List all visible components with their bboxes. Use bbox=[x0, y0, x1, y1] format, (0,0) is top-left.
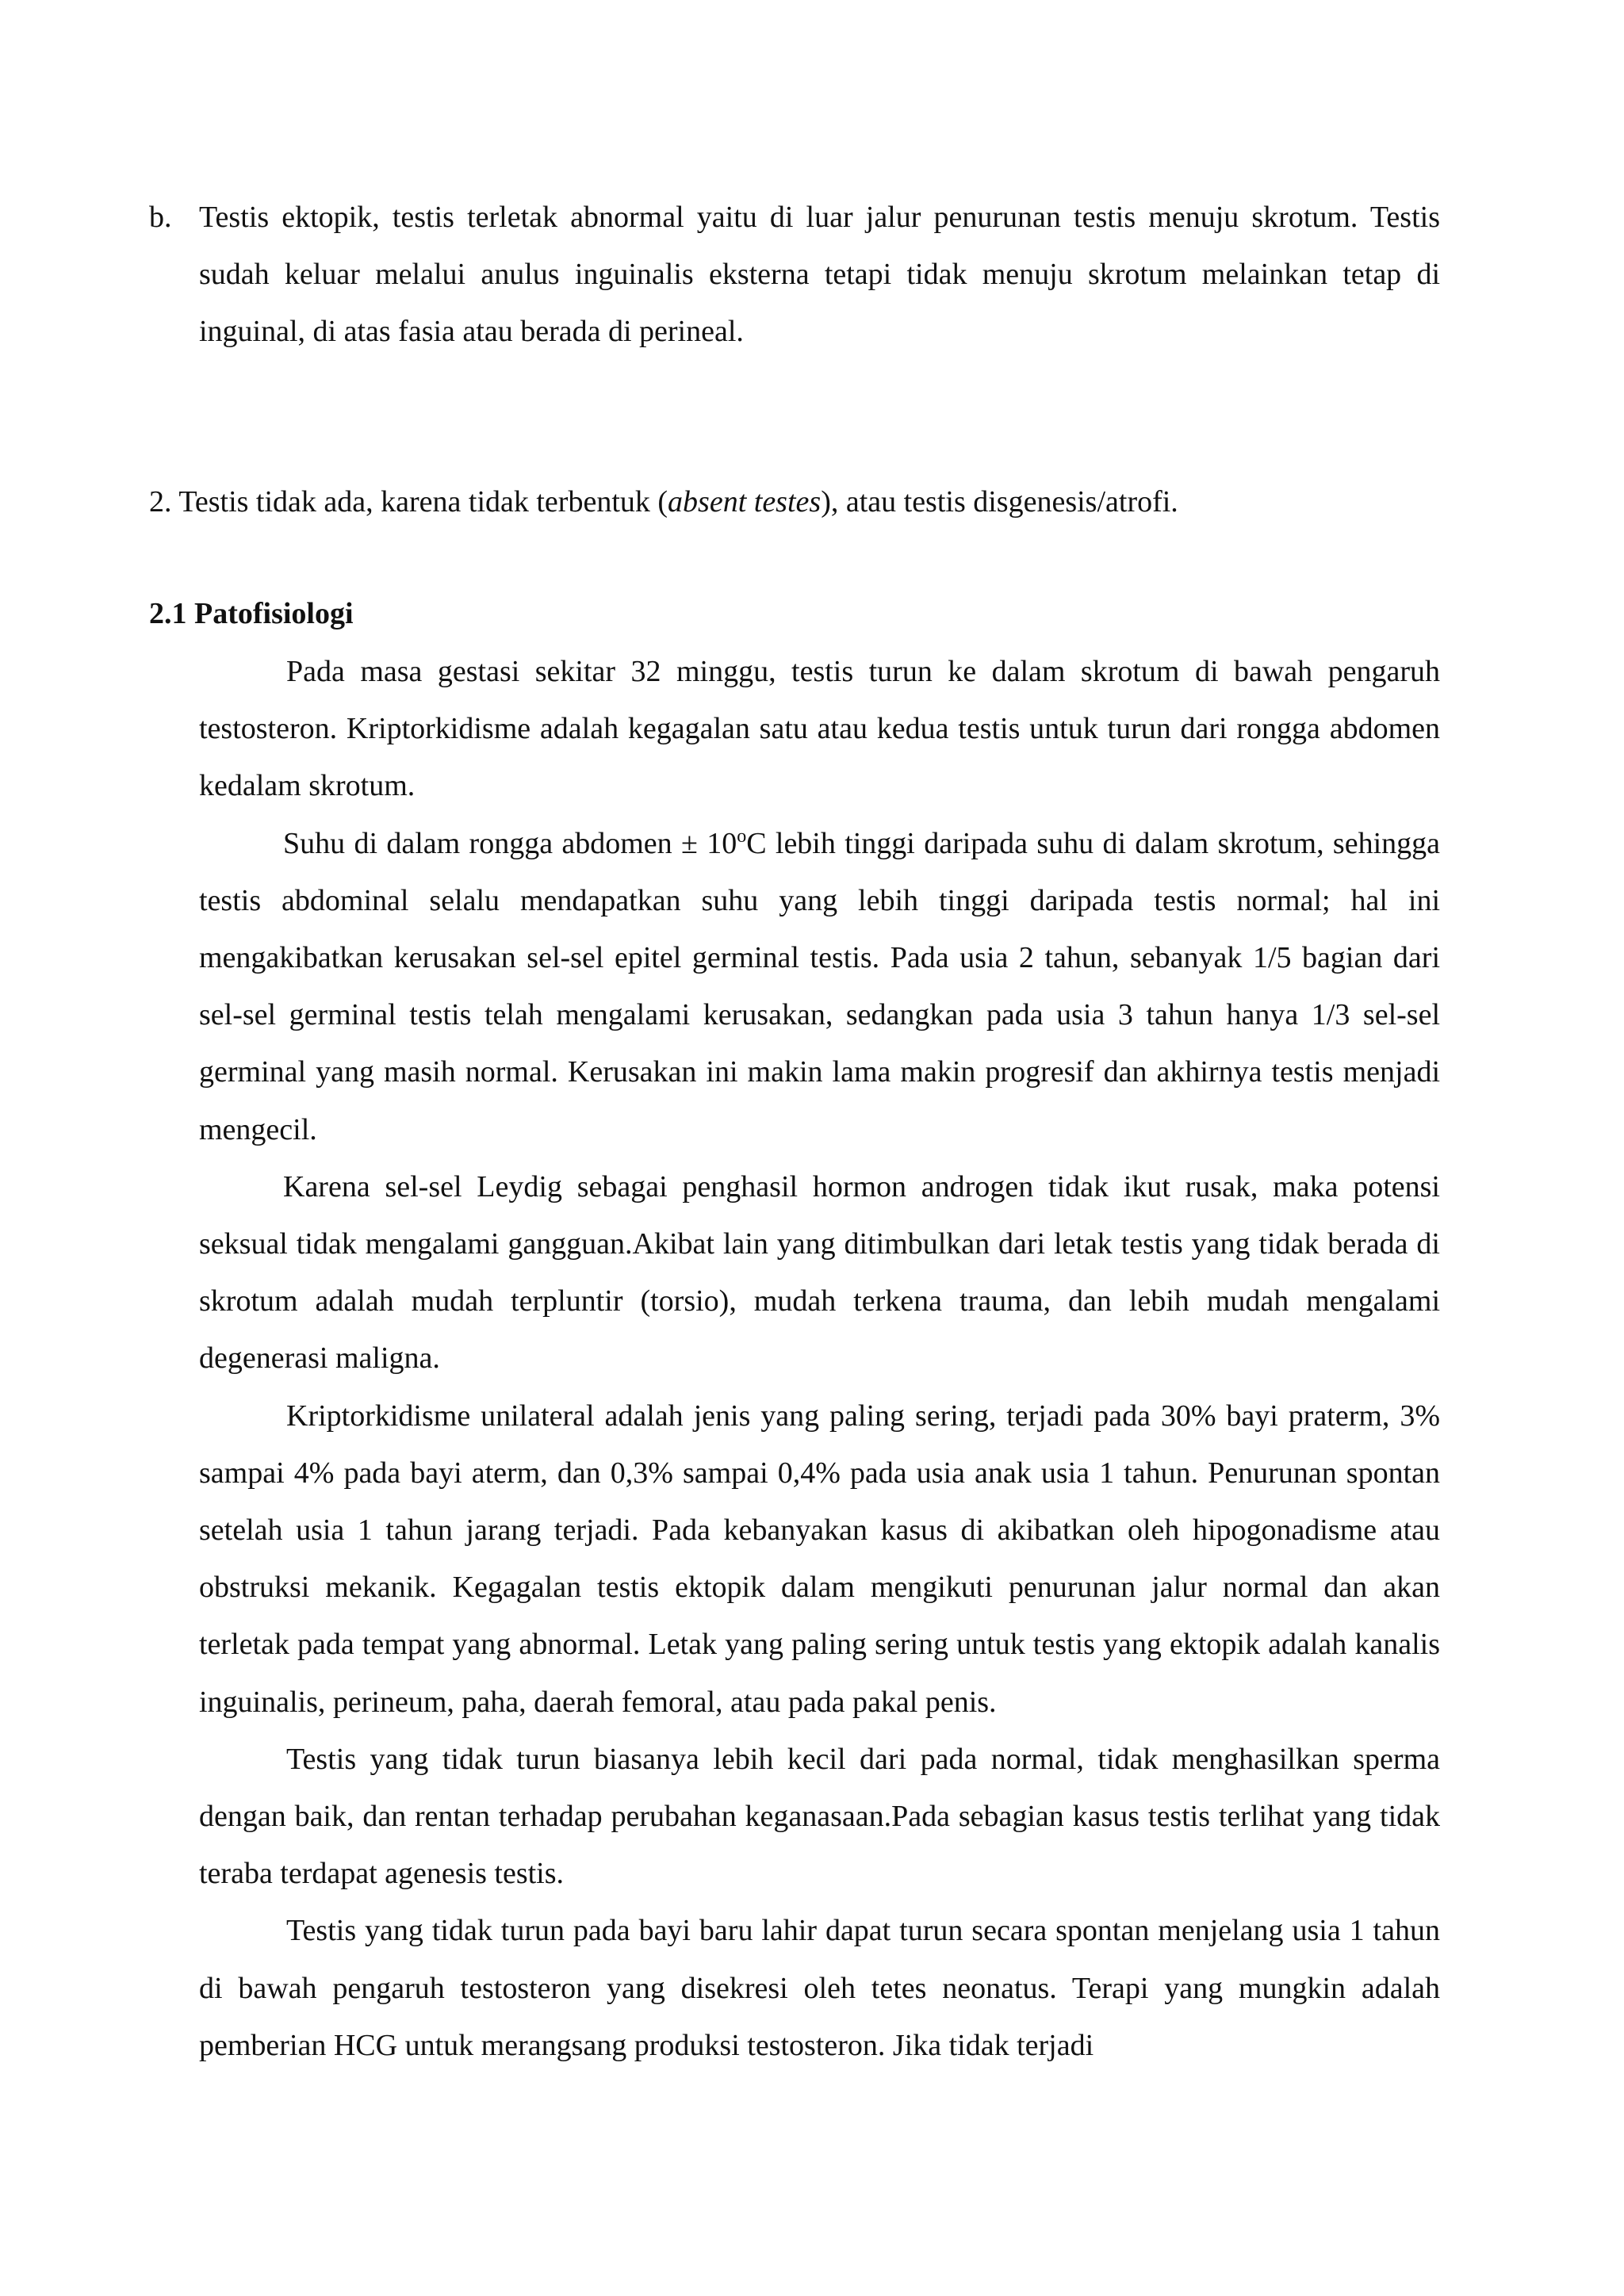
paragraph-gestation: Pada masa gestasi sekitar 32 minggu, testis turun ke dalam skrotum di bawah pengaruh testosteron. Kriptorkidisme adalah kegagalan satu atau kedua testis untuk turun dari rongga abdomen kedalam skrotum. bbox=[199, 655, 1440, 803]
paragraph-undescended: Testis yang tidak turun biasanya lebih kecil dari pada normal, tidak menghasilkan sperma dengan baik, dan rentan terhadap perubahan keganasaan.Pada sebagian kasus testis terlihat yang tidak teraba terdapat agenesis testis. bbox=[199, 1742, 1440, 1891]
list-item-2 bbox=[149, 473, 1440, 530]
degree-superscript: o bbox=[737, 825, 747, 847]
paragraph-unilateral: Kriptorkidisme unilateral adalah jenis yang paling sering, terjadi pada 30% bayi praterm, 3% sampai 4% pada bayi aterm, dan 0,3% sampai 0,4% pada usia anak usia 1 tahun. Penurunan spontan setelah usia 1 tahun jarang terjadi. Pada kebanyakan kasus di akibatkan oleh hipogonadisme atau obstruksi mekanik. Kegagalan testis ektopik dalam mengikuti penurunan jalur normal dan akan terletak pada tempat yang abnormal. Letak yang paling sering untuk testis yang ektopik adalah kanalis inguinalis, perineum, paha, daerah femoral, atau pada pakal penis. bbox=[199, 1399, 1440, 1719]
section-heading: 2.1 Patofisiologi bbox=[149, 597, 354, 630]
paragraph-temperature-start: Suhu di dalam rongga abdomen ± 10 bbox=[283, 826, 737, 860]
list-item-2-text-start: 2. Testis tidak ada, karena tidak terbentuk ( bbox=[149, 485, 668, 519]
paragraph-leydig: Karena sel-sel Leydig sebagai penghasil hormon androgen tidak ikut rusak, maka potensi seksual tidak mengalami gangguan.Akibat lain yang ditimbulkan dari letak testis yang tidak berada di skrotum adalah mudah terpluntir (torsio), mudah terkena trauma, dan lebih mudah mengalami degenerasi maligna. bbox=[199, 1169, 1440, 1376]
list-item-2-italic-term: absent testes bbox=[668, 485, 822, 519]
paragraph-temperature-rest: C lebih tinggi daripada suhu di dalam skrotum, sehingga testis abdominal selalu mendapatkan suhu yang lebih tinggi daripada testis normal; hal ini mengakibatkan kerusakan sel-sel epitel germinal testis. Pada usia 2 tahun, sebanyak 1/5 bagian dari sel-sel germinal testis telah mengalami kerusakan, sedangkan pada usia 3 tahun hanya 1/3 sel-sel germinal yang masih normal. Kerusakan ini makin lama makin progresif dan akhirnya testis menjadi mengecil. bbox=[199, 826, 1440, 1146]
list-item-b bbox=[149, 189, 1440, 360]
list-item-2-text-end: ), atau testis disgenesis/atrofi. bbox=[821, 485, 1178, 519]
section-body bbox=[199, 643, 1440, 2074]
paragraph-newborn: Testis yang tidak turun pada bayi baru lahir dapat turun secara spontan menjelang usia 1 tahun di bawah pengaruh testosteron yang disekresi oleh tetes neonatus. Terapi yang mungkin adalah pemberian HCG untuk merangsang produksi testosteron. Jika tidak terjadi bbox=[199, 1914, 1440, 2062]
paragraph-temperature bbox=[199, 815, 1440, 1158]
list-item-b-text: Testis ektopik, testis terletak abnormal yaitu di luar jalur penurunan testis menuju skrotum. Testis sudah keluar melalui anulus inguinalis eksterna tetapi tidak menuju skrotum melainkan tetap di inguinal, di atas fasia atau berada di perineal. bbox=[199, 201, 1440, 348]
list-marker-b: b. bbox=[149, 201, 172, 234]
